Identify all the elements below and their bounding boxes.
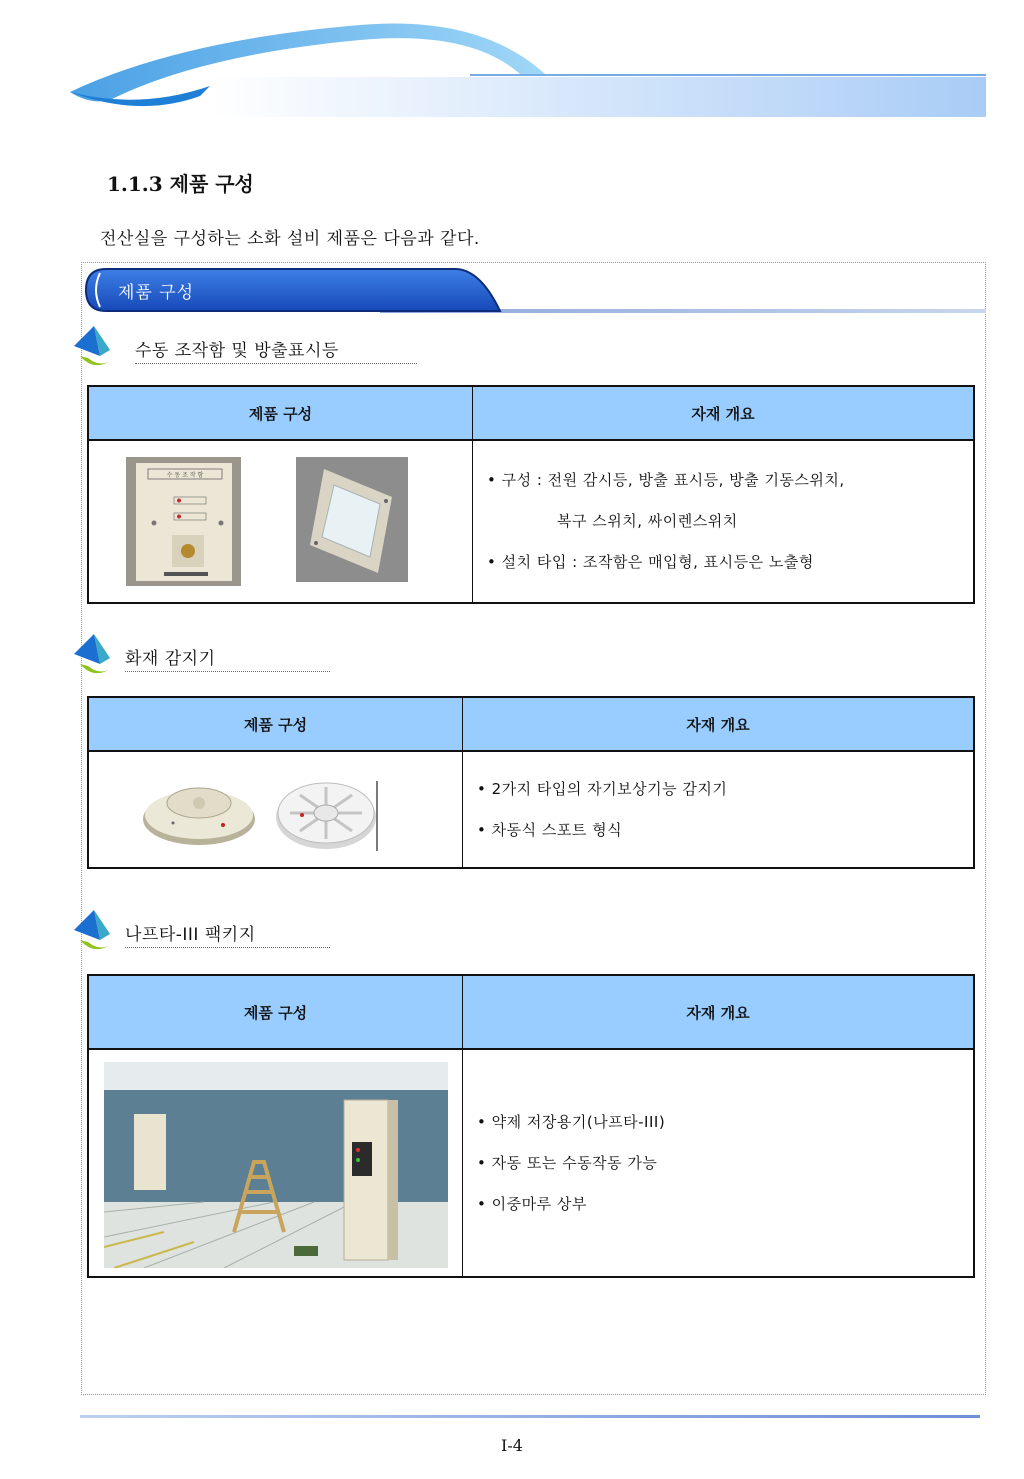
- discharge-indicator-lamp-image: [296, 457, 408, 582]
- overview-cell: [463, 1049, 975, 1277]
- section-bullet-icon: [70, 630, 122, 682]
- section-bullet-icon: [70, 322, 122, 374]
- column-header-overview: 자재 개요: [463, 975, 975, 1049]
- table-manual-panel: [87, 385, 975, 604]
- overview-line: • 이중마루 상부: [477, 1194, 587, 1213]
- agent-storage-container-photo: [104, 1062, 448, 1268]
- panel-label-text: 수 동 조 작 함: [166, 471, 204, 479]
- overview-line: • 차동식 스포트 형식: [477, 820, 623, 839]
- table-fire-detector: [87, 696, 975, 869]
- overview-line: • 설치 타입 : 조작함은 매입형, 표시등은 노출형: [487, 553, 814, 571]
- page-number: I-4: [501, 1436, 523, 1455]
- tab-banner: [80, 265, 986, 317]
- overview-line: • 구성 : 전원 감시등, 방출 표시등, 방출 기동스위치,: [487, 471, 845, 489]
- column-header-product: 제품 구성: [88, 386, 473, 440]
- column-header-overview: 자재 개요: [463, 697, 975, 751]
- overview-line: • 2가지 타입의 자기보상기능 감지기: [477, 779, 728, 798]
- section-heading: 1.1.3 제품 구성: [107, 172, 254, 196]
- overview-line: • 자동 또는 수동작동 가능: [477, 1153, 658, 1172]
- product-images-cell: [88, 751, 463, 868]
- section-title-fire-detector: 화재 감지기: [125, 644, 330, 672]
- intro-text: 전산실을 구성하는 소화 설비 제품은 다음과 같다.: [100, 229, 480, 249]
- overview-line: 복구 스위치, 싸이렌스위치: [557, 512, 738, 530]
- overview-cell: [473, 440, 975, 603]
- column-header-product: 제품 구성: [88, 975, 463, 1049]
- section-title-naphta-package: 나프타-III 팩키지: [125, 920, 330, 948]
- tab-label: 제품 구성: [118, 283, 195, 303]
- manual-control-box-image: [126, 457, 241, 586]
- column-header-product: 제품 구성: [88, 697, 463, 751]
- section-bullet-icon: [70, 906, 122, 958]
- footer-divider: [80, 1415, 980, 1418]
- table-naphta-package: [87, 974, 975, 1278]
- product-images-cell: [88, 1049, 463, 1277]
- smoke-detector-image: [141, 777, 256, 847]
- header-banner: [0, 0, 1024, 130]
- heat-detector-image: [274, 777, 379, 852]
- product-images-cell: [88, 440, 473, 603]
- overview-line: • 약제 저장용기(나프타-III): [477, 1112, 666, 1131]
- overview-cell: [463, 751, 975, 868]
- section-title-manual-panel: 수동 조작함 및 방출표시등: [135, 336, 417, 364]
- column-header-overview: 자재 개요: [473, 386, 975, 440]
